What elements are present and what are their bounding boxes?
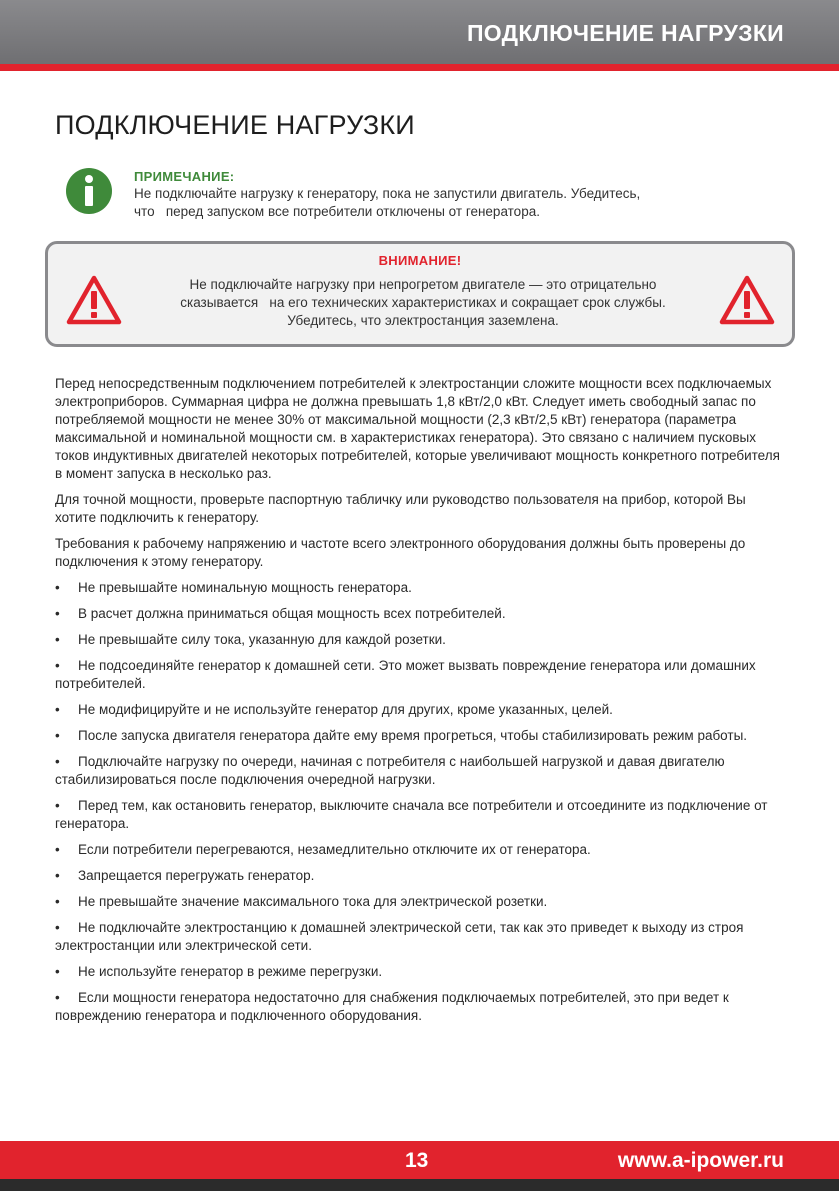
bullet-item	[55, 701, 790, 719]
bullet-item	[55, 631, 790, 649]
bullet-item	[55, 657, 790, 693]
bullet-marker: •	[55, 920, 60, 935]
site-url: www.a-ipower.ru	[617, 1149, 784, 1172]
bullet-marker: •	[55, 964, 60, 979]
bullet-marker: •	[55, 606, 60, 621]
bullet-text: Не превышайте номинальную мощность генератора.	[78, 580, 412, 595]
bullet-item	[55, 989, 790, 1025]
bullet-item	[55, 579, 790, 597]
bullet-text: В расчет должна приниматься общая мощность всех потребителей.	[78, 606, 506, 621]
warning-text	[138, 276, 708, 330]
warning-triangle-icon	[66, 275, 122, 325]
bullet-item	[55, 753, 790, 789]
bullet-marker: •	[55, 798, 60, 813]
paragraph: Для точной мощности, проверьте паспортную табличку или руководство пользователя на прибор, которой Вы хотите подключить к генератору.	[55, 492, 746, 525]
warning-line: Убедитесь, что электростанция заземлена.	[287, 313, 559, 328]
info-icon	[65, 167, 113, 215]
note-text	[134, 185, 754, 221]
note-line: Не подключайте нагрузку к генератору, пока не запустили двигатель. Убедитесь,	[134, 186, 641, 201]
bullet-item	[55, 605, 790, 623]
bullet-item	[55, 841, 790, 859]
note-line: что перед запуском все потребители отключены от генератора.	[134, 204, 540, 219]
bullet-text: Запрещается перегружать генератор.	[78, 868, 315, 883]
bullet-item	[55, 727, 790, 745]
bullet-marker: •	[55, 658, 60, 673]
bullet-text: После запуска двигателя генератора дайте ему время прогреться, чтобы стабилизировать режим работы.	[78, 728, 748, 743]
bullet-text: Перед тем, как остановить генератор, выключите сначала все потребители и отсоедините из подключение от генератора.	[55, 798, 768, 831]
bullet-text: Не подключайте электростанцию к домашней электрической сети, так как это приведет к выходу из строя электростанции или электрической сети.	[55, 920, 744, 953]
warning-line: Не подключайте нагрузку при непрогретом двигателе — это отрицательно	[189, 277, 657, 292]
warning-triangle-icon	[719, 275, 775, 325]
paragraph: Требования к рабочему напряжению и частоте всего электронного оборудования должны быть проверены до подключения к этому генератору.	[55, 536, 746, 569]
bullet-marker: •	[55, 990, 60, 1005]
bullet-marker: •	[55, 868, 60, 883]
bullet-item	[55, 867, 790, 885]
bullet-text: Не превышайте силу тока, указанную для каждой розетки.	[78, 632, 446, 647]
page-number: 13	[405, 1149, 429, 1172]
body-content	[55, 375, 790, 1033]
header-title: ПОДКЛЮЧЕНИЕ НАГРУЗКИ	[466, 20, 784, 46]
bullet-marker: •	[55, 842, 60, 857]
bullet-text: Не превышайте значение максимального тока для электрической розетки.	[78, 894, 548, 909]
note-label: ПРИМЕЧАНИЕ:	[134, 169, 235, 184]
bullet-item	[55, 797, 790, 833]
footer-bottom-stripe	[0, 1179, 839, 1191]
bullet-marker: •	[55, 702, 60, 717]
bullet-text: Не модифицируйте и не используйте генератор для других, кроме указанных, целей.	[78, 702, 613, 717]
warning-label: ВНИМАНИЕ!	[378, 253, 462, 268]
bullet-text: Если мощности генератора недостаточно для снабжения подключаемых потребителей, это при ведет к повреждению генератора и подключенного оборудования.	[55, 990, 729, 1023]
bullet-marker: •	[55, 632, 60, 647]
bullet-text: Не используйте генератор в режиме перегрузки.	[78, 964, 383, 979]
bullet-text: Подключайте нагрузку по очереди, начиная с потребителя с наибольшей нагрузкой и давая двигателю стабилизироваться после подключения очередной нагрузки.	[55, 754, 725, 787]
bullet-marker: •	[55, 728, 60, 743]
bullet-marker: •	[55, 894, 60, 909]
warning-box	[45, 241, 795, 347]
page-title: ПОДКЛЮЧЕНИЕ НАГРУЗКИ	[55, 110, 415, 140]
bullet-marker: •	[55, 580, 60, 595]
bullet-marker: •	[55, 754, 60, 769]
bullet-item	[55, 919, 790, 955]
header-accent-stripe	[0, 64, 839, 71]
bullet-text: Если потребители перегреваются, незамедлительно отключите их от генератора.	[78, 842, 591, 857]
paragraph: Перед непосредственным подключением потребителей к электростанции сложите мощности всех подключаемых электроприборов. Суммарная цифра не должна превышать 1,8 кВт/2,0 кВт. Следует иметь свободный запас по потребляемой мощности не менее 30% от максимальной мощности (2,3 кВт/2,5 кВт) генератора (параметра максимальной и номинальной мощности см. в характеристиках генератора). Это связано с наличием пусковых токов индуктивных двигателей некоторых потребителей, которые увеличивают мощность конкретного потребителя в момент запуска в несколько раз.	[55, 376, 780, 481]
warning-line: сказывается на его технических характеристиках и сокращает срок службы.	[180, 295, 666, 310]
bullet-item	[55, 963, 790, 981]
bullet-item	[55, 893, 790, 911]
bullet-text: Не подсоединяйте генератор к домашней сети. Это может вызвать повреждение генератора или домашних потребителей.	[55, 658, 756, 691]
